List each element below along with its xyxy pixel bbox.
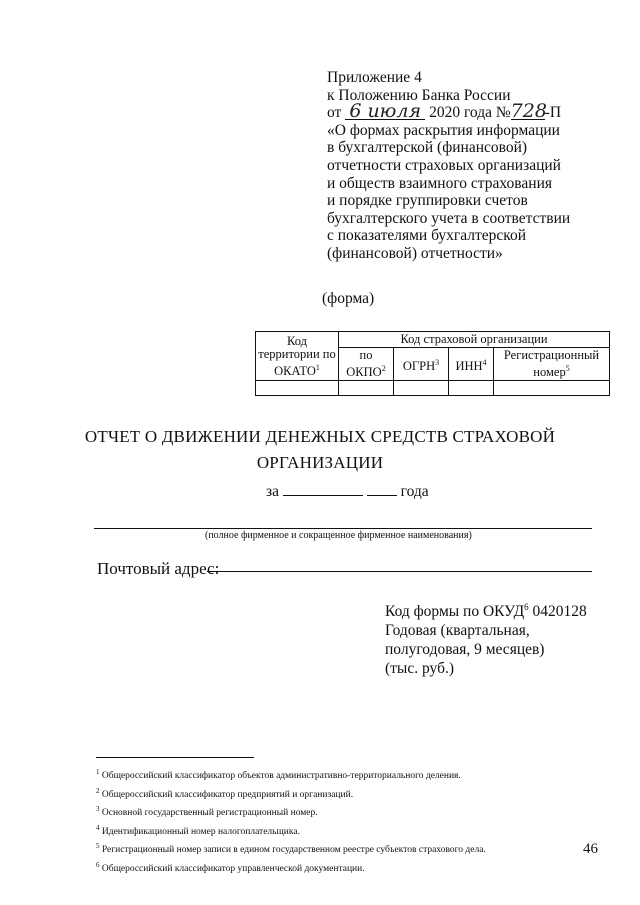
footnote: [96, 802, 486, 821]
footnote-number: 3: [96, 805, 100, 814]
footnote-number: 5: [96, 842, 100, 851]
inn-header-cell: [449, 348, 494, 381]
codes-table: [255, 331, 610, 396]
reg-header-cell: [494, 348, 610, 381]
territory-header: Код территории по ОКАТО: [258, 333, 336, 378]
form-label: (форма): [322, 290, 375, 307]
appendix-line: (финансовой) отчетности»: [327, 244, 503, 262]
footnote: [96, 839, 486, 858]
okud-line: [385, 598, 587, 621]
appendix-line-2: к Положению Банка России: [327, 86, 511, 104]
footnote-text: Идентификационный номер налогоплательщика.: [101, 826, 300, 837]
appendix-line: и обществ взаимного страхования: [327, 174, 553, 192]
postal-label: Почтовый адрес:: [97, 559, 220, 578]
org-header-cell: [339, 332, 610, 348]
year-blank-field: [367, 481, 397, 496]
periodicity-line: Годовая (квартальная,: [385, 622, 530, 640]
footnote-ref: 1: [315, 362, 320, 372]
footnotes: [96, 765, 486, 876]
inn-value-cell: [449, 381, 494, 396]
report-title-line-1: ОТЧЕТ О ДВИЖЕНИИ ДЕНЕЖНЫХ СРЕДСТВ СТРАХОВОЙ: [84, 427, 556, 446]
territory-header-cell: [256, 332, 339, 381]
handwritten-number: 728: [510, 100, 547, 123]
org-header: Код страховой организации: [400, 332, 548, 346]
period-prefix: за: [266, 483, 280, 500]
footnote-ref: 5: [565, 364, 570, 373]
appendix-line: и порядке группировки счетов: [327, 192, 528, 210]
ogrn-header: ОГРН: [402, 358, 436, 373]
appendix-line: отчетности страховых организаций: [327, 156, 561, 174]
period-suffix: года: [400, 483, 429, 500]
ogrn-value-cell: [394, 381, 449, 396]
okud-label: Код формы по ОКУД: [385, 603, 525, 621]
date-year: 2020 года №: [429, 104, 511, 122]
reg-header: Регистрационный номер: [503, 348, 600, 380]
footnote-ref: 4: [482, 357, 487, 367]
report-period: [266, 481, 429, 501]
territory-value-cell: [256, 381, 339, 396]
form-code-block: [385, 598, 587, 678]
okud-value: 0420128: [532, 603, 587, 621]
okpo-value-cell: [339, 381, 394, 396]
date-prefix: от: [327, 104, 342, 122]
reg-value-cell: [494, 381, 610, 396]
footnote-text: Регистрационный номер записи в едином государственном реестре субъектов страхового дела.: [101, 845, 486, 856]
inn-header: ИНН: [455, 358, 483, 373]
appendix-header: [327, 69, 570, 263]
footnote-number: 4: [96, 823, 100, 832]
footnote-number: 1: [96, 768, 100, 776]
footnote-text: Общероссийский классификатор управленческой документации.: [101, 863, 365, 874]
appendix-line-1: Приложение 4: [327, 69, 422, 86]
footnote-number: 2: [96, 786, 100, 795]
appendix-line: в бухгалтерской (финансовой): [327, 139, 528, 157]
appendix-line: бухгалтерского учета в соответствии: [327, 209, 571, 227]
name-line: [94, 528, 592, 529]
footnote-number: 6: [96, 860, 100, 869]
footnote: [96, 784, 486, 803]
okpo-header-cell: [339, 348, 394, 381]
name-caption: (полное фирменное и сокращенное фирменное наименования): [205, 530, 472, 541]
okpo-header: по ОКПО: [346, 348, 382, 380]
footnote-separator: [96, 757, 254, 758]
report-title-line-2: ОРГАНИЗАЦИИ: [256, 453, 384, 472]
page-number: 46: [583, 841, 598, 857]
appendix-line: «О формах раскрытия информации: [327, 121, 560, 139]
appendix-date-line: [327, 100, 570, 123]
appendix-line: с показателями бухгалтерской: [327, 227, 527, 245]
ogrn-header-cell: [394, 348, 449, 381]
footnote: [96, 858, 486, 877]
footnote-ref: 3: [435, 357, 440, 367]
period-blank-field: [283, 481, 363, 496]
postal-address-line: [207, 571, 592, 572]
postal-address: [97, 559, 219, 579]
footnote: [96, 821, 486, 840]
footnote-text: Общероссийский классификатор предприятий и организаций.: [101, 789, 354, 800]
units-line: (тыс. руб.): [385, 660, 454, 678]
footnote: [96, 765, 486, 784]
handwritten-date: 6 июля: [345, 104, 425, 120]
number-suffix: -П: [544, 104, 562, 122]
footnote-ref: 6: [524, 602, 529, 612]
footnote-text: Общероссийский классификатор объектов административно-территориального деления.: [101, 771, 461, 782]
footnote-ref: 2: [381, 364, 386, 373]
periodicity-line: полугодовая, 9 месяцев): [385, 641, 545, 659]
footnote-text: Основной государственный регистрационный номер.: [101, 808, 318, 819]
